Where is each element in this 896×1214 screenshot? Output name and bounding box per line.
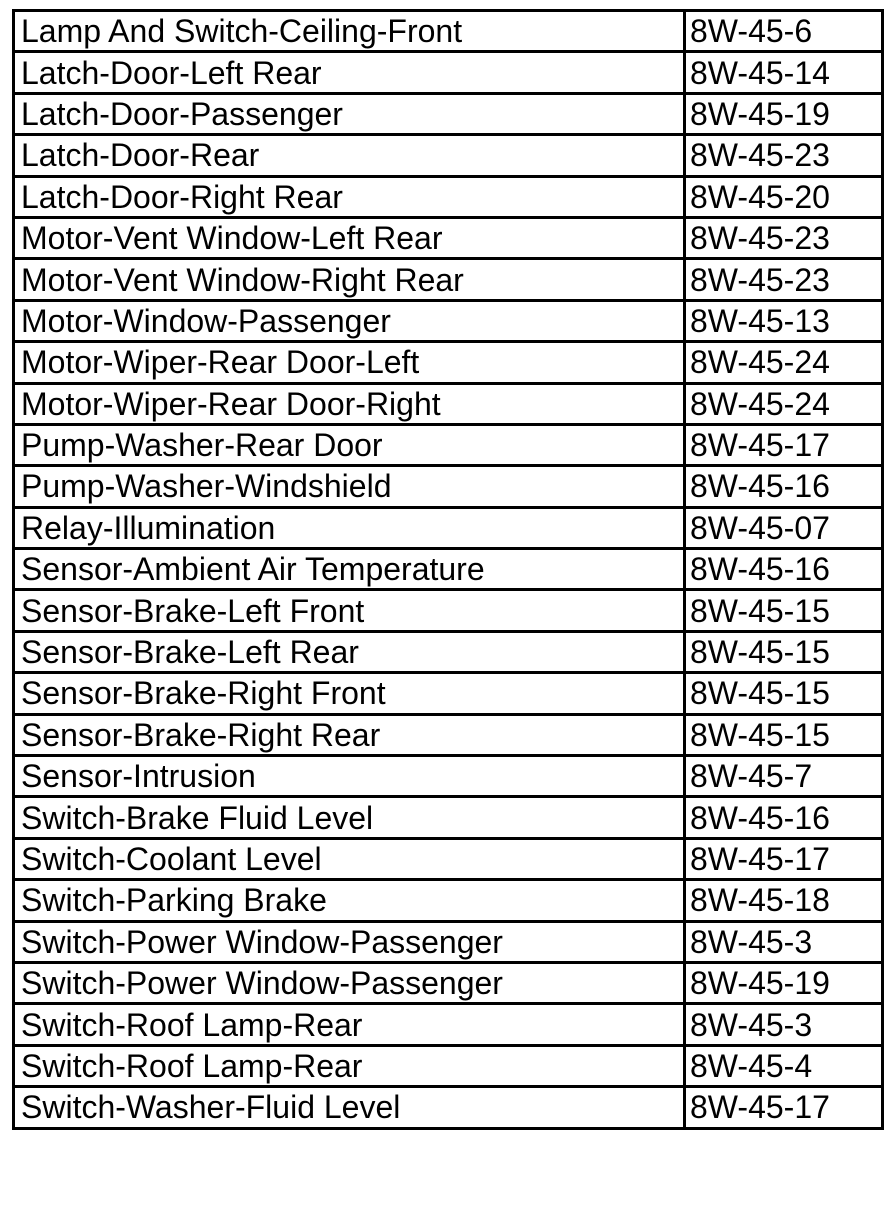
page-reference-cell: 8W-45-23: [685, 135, 883, 176]
table-row: [14, 590, 883, 631]
table-row: [14, 93, 883, 134]
page-reference-cell: 8W-45-24: [685, 383, 883, 424]
component-name-cell: Switch-Parking Brake: [14, 880, 685, 921]
page-reference-cell: 8W-45-17: [685, 424, 883, 465]
component-name-cell: Motor-Wiper-Rear Door-Left: [14, 342, 685, 383]
table-row: [14, 466, 883, 507]
component-name-cell: Sensor-Brake-Right Front: [14, 673, 685, 714]
page-reference-cell: 8W-45-16: [685, 549, 883, 590]
component-name-cell: Switch-Brake Fluid Level: [14, 797, 685, 838]
page-reference-cell: 8W-45-15: [685, 673, 883, 714]
page-reference-cell: 8W-45-17: [685, 838, 883, 879]
page-reference-cell: 8W-45-19: [685, 962, 883, 1003]
page-reference-cell: 8W-45-18: [685, 880, 883, 921]
component-name-cell: Latch-Door-Rear: [14, 135, 685, 176]
component-name-cell: Switch-Coolant Level: [14, 838, 685, 879]
page-reference-cell: 8W-45-6: [685, 11, 883, 52]
table-row: [14, 300, 883, 341]
table-row: [14, 342, 883, 383]
page-reference-cell: 8W-45-3: [685, 921, 883, 962]
component-name-cell: Sensor-Brake-Left Front: [14, 590, 685, 631]
component-name-cell: Switch-Washer-Fluid Level: [14, 1087, 685, 1128]
component-name-cell: Lamp And Switch-Ceiling-Front: [14, 11, 685, 52]
page-reference-cell: 8W-45-19: [685, 93, 883, 134]
component-name-cell: Pump-Washer-Windshield: [14, 466, 685, 507]
page-reference-cell: 8W-45-15: [685, 590, 883, 631]
table-row: [14, 52, 883, 93]
component-name-cell: Latch-Door-Passenger: [14, 93, 685, 134]
table-row: [14, 921, 883, 962]
page-reference-cell: 8W-45-15: [685, 631, 883, 672]
page-reference-cell: 8W-45-4: [685, 1045, 883, 1086]
component-name-cell: Relay-Illumination: [14, 507, 685, 548]
table-row: [14, 259, 883, 300]
component-name-cell: Motor-Wiper-Rear Door-Right: [14, 383, 685, 424]
table-row: [14, 962, 883, 1003]
table-row: [14, 1045, 883, 1086]
component-name-cell: Switch-Roof Lamp-Rear: [14, 1004, 685, 1045]
table-row: [14, 714, 883, 755]
table-row: [14, 1004, 883, 1045]
table-row: [14, 176, 883, 217]
component-name-cell: Sensor-Ambient Air Temperature: [14, 549, 685, 590]
page-reference-cell: 8W-45-17: [685, 1087, 883, 1128]
table-body: [14, 11, 883, 1129]
table-row: [14, 383, 883, 424]
component-name-cell: Motor-Vent Window-Right Rear: [14, 259, 685, 300]
table-row: [14, 217, 883, 258]
table-row: [14, 673, 883, 714]
table-row: [14, 424, 883, 465]
page-reference-cell: 8W-45-24: [685, 342, 883, 383]
table-row: [14, 838, 883, 879]
component-name-cell: Pump-Washer-Rear Door: [14, 424, 685, 465]
component-index-table-container: [12, 9, 881, 1130]
page-reference-cell: 8W-45-16: [685, 466, 883, 507]
component-name-cell: Motor-Window-Passenger: [14, 300, 685, 341]
component-name-cell: Switch-Power Window-Passenger: [14, 962, 685, 1003]
component-name-cell: Sensor-Brake-Right Rear: [14, 714, 685, 755]
table-row: [14, 1087, 883, 1128]
page-reference-cell: 8W-45-3: [685, 1004, 883, 1045]
page-reference-cell: 8W-45-13: [685, 300, 883, 341]
page-reference-cell: 8W-45-07: [685, 507, 883, 548]
component-name-cell: Switch-Power Window-Passenger: [14, 921, 685, 962]
component-name-cell: Latch-Door-Right Rear: [14, 176, 685, 217]
table-row: [14, 631, 883, 672]
page-reference-cell: 8W-45-14: [685, 52, 883, 93]
table-row: [14, 756, 883, 797]
page-reference-cell: 8W-45-23: [685, 217, 883, 258]
table-row: [14, 11, 883, 52]
table-row: [14, 797, 883, 838]
table-row: [14, 135, 883, 176]
table-row: [14, 549, 883, 590]
page-reference-cell: 8W-45-16: [685, 797, 883, 838]
component-index-table: [12, 9, 884, 1130]
page-reference-cell: 8W-45-20: [685, 176, 883, 217]
page-reference-cell: 8W-45-23: [685, 259, 883, 300]
component-name-cell: Switch-Roof Lamp-Rear: [14, 1045, 685, 1086]
table-row: [14, 507, 883, 548]
component-name-cell: Motor-Vent Window-Left Rear: [14, 217, 685, 258]
page-reference-cell: 8W-45-7: [685, 756, 883, 797]
component-name-cell: Latch-Door-Left Rear: [14, 52, 685, 93]
component-name-cell: Sensor-Brake-Left Rear: [14, 631, 685, 672]
component-name-cell: Sensor-Intrusion: [14, 756, 685, 797]
table-row: [14, 880, 883, 921]
page-reference-cell: 8W-45-15: [685, 714, 883, 755]
